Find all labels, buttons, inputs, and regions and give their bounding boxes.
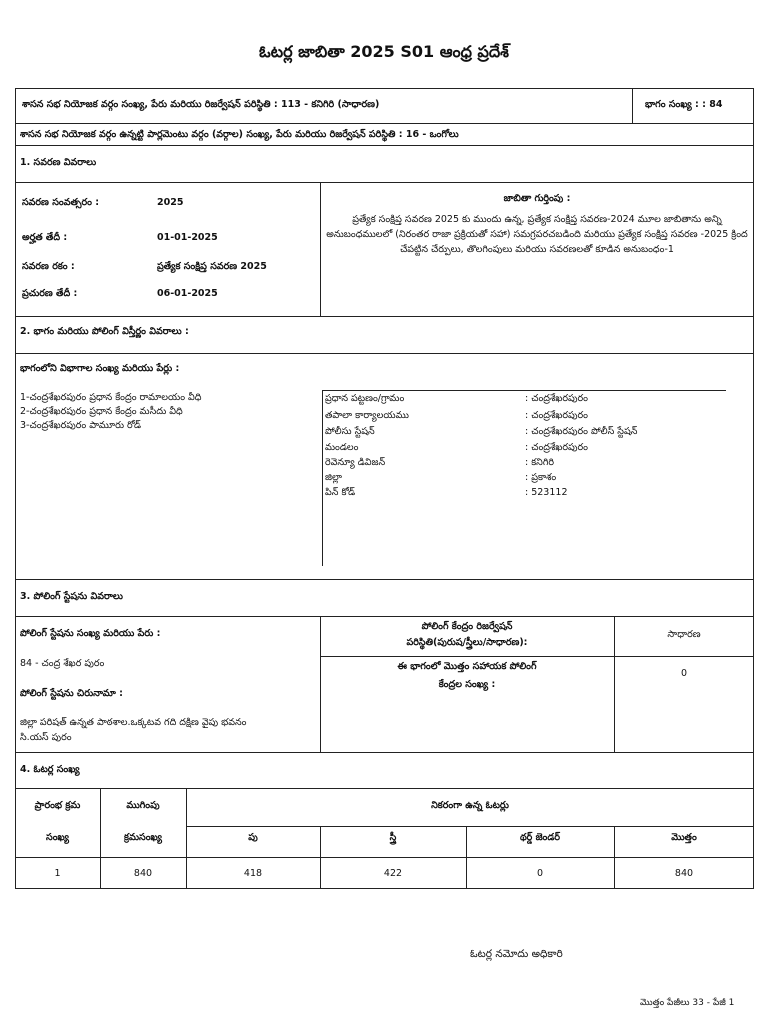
list-identity-text: ప్రత్యేక సంక్షిప్త సవరణ 2025 కు ముందు ఉన్న, ప్రత్యేక సంక్షిప్త సవరణ-2024 మూల జాబితాను అన్ని అనుబంధములలో (నిరంతర రాజా ప్రక్రియతో సహా) సమగ్రపరచబడింది మరియు ప్రత్యేక సంక్షిప్త సవరణ -2025 క్రింద చేపట్టిన చేర్పులు, తొలగింపులు మరియు సవరణలతో కూడిన అనుబంధం-1 [326, 214, 748, 255]
qualifying-date-value: 01-01-2025 [157, 232, 218, 243]
assembly-constituency: శాసన సభ నియోజక వర్గం సంఖ్య, పేరు మరియు రిజర్వేషన్ పరిస్థితి : 113 - కనిగిరి (సాధారణ) [22, 99, 380, 110]
police-station-label: పోలీసు స్టేషన్ [325, 426, 375, 437]
post-office-label: తపాలా కార్యాలయము [325, 410, 409, 421]
main-town-value: : చంద్రశేఖరపురం [525, 393, 588, 404]
part-number: భాగం సంఖ్య : : 84 [645, 99, 723, 110]
revenue-division-value: : కనిగిరి [525, 457, 555, 468]
reservation-label-2: పరిస్థితి(పురుష/స్త్రీలు/సాధారణ): [406, 637, 528, 648]
female-header: స్త్రీ [389, 832, 397, 843]
male-count: 418 [243, 868, 263, 879]
auxiliary-label-2: కేంద్రల సంఖ్య : [438, 679, 496, 690]
list-identity-title: జాబితా గుర్తింపు : [503, 193, 571, 204]
post-office-value: : చంద్రశేఖరపురం [525, 410, 588, 421]
third-gender-count: 0 [536, 868, 544, 879]
section1-heading: 1. సవరణ వివరాలు [20, 157, 97, 168]
revision-year-label: సవరణ సంవత్సరం : [22, 197, 100, 208]
parliament-constituency: శాసన సభ నియోజక వర్గం ఉన్నట్టి పార్లమెంటు వర్గం (వర్గాల) సంఖ్య, పేరు మరియు రిజర్వేషన్ పరిస్థితి : 16 - ఒంగోలు [20, 129, 459, 140]
section-name-1: 1-చంద్రశేఖరపురం ప్రధాన కేంద్రం రామాలయం వీధి [20, 392, 202, 403]
start-serial-header-2: సంఖ్య [46, 832, 69, 843]
publication-date-label: ప్రచురణ తేదీ : [22, 288, 78, 299]
polling-address-line2: సి.యస్ పురం [20, 732, 72, 743]
district-value: : ప్రకాశం [525, 472, 557, 483]
total-header: మొత్తం [671, 832, 697, 843]
district-label: జిల్లా [325, 472, 342, 483]
revenue-division-label: రెవెన్యూ డివిజన్ [325, 457, 386, 468]
male-header: పు [248, 832, 258, 843]
reservation-label-1: పోలింగ్ కేంద్రం రిజర్వేషన్ [421, 621, 513, 632]
start-serial-value: 1 [54, 868, 61, 879]
auxiliary-label-1: ఈ భాగంలో మొత్తం సహాయక పోలింగ్ [397, 661, 537, 672]
mandal-label: మండలం [325, 442, 359, 453]
end-serial-header-1: ముగింపు [126, 800, 160, 811]
auxiliary-value: 0 [680, 668, 688, 679]
polling-station-value: 84 - చంద్ర శేఖర పురం [20, 658, 105, 669]
reservation-value: సాధారణ [667, 629, 701, 640]
revision-year-value: 2025 [157, 197, 184, 208]
start-serial-header-1: ప్రారంభ క్రమ [34, 800, 81, 811]
electoral-officer: ఓటర్ల నమోదు అధికారి [470, 948, 563, 960]
polling-station-label: పోలింగ్ స్టేషను సంఖ్య మరియు పేరు : [20, 628, 161, 639]
section-name-2: 2-చంద్రశేఖరపురం ప్రధాన కేంద్రం మసీదు వీధి [20, 406, 183, 417]
third-gender-header: థర్డ్ జెండర్ [519, 832, 561, 843]
section-name-3: 3-చంద్రశేఖరపురం పామూరు రోడ్ [20, 420, 142, 431]
page-number: మొత్తం పేజీలు 33 - పేజీ 1 [640, 998, 735, 1008]
publication-date-value: 06-01-2025 [157, 288, 218, 299]
end-serial-header-2: క్రమసంఖ్య [124, 832, 162, 843]
police-station-value: : చంద్రశేఖరపురం పోలీస్ స్టేషన్ [525, 426, 638, 437]
section2-heading: 2. భాగం మరియు పోలింగ్ విస్తీర్ణం వివరాలు : [20, 326, 189, 337]
end-serial-value: 840 [133, 868, 153, 879]
section4-heading: 4. ఓటర్ల సంఖ్య [20, 764, 80, 775]
net-voters-header: నికరంగా ఉన్న ఓటర్లు [431, 800, 509, 811]
page-title: ఓటర్ల జాబితా 2025 S01 ఆంధ్ర ప్రదేశ్ [259, 42, 509, 61]
main-town-label: ప్రధాన పట్టణం/గ్రామం [325, 393, 405, 404]
female-count: 422 [383, 868, 403, 879]
mandal-value: : చంద్రశేఖరపురం [525, 442, 588, 453]
qualifying-date-label: అర్హత తేదీ : [22, 232, 68, 243]
section-names-heading: భాగంలోని విభాగాల సంఖ్య మరియు పేర్లు : [20, 363, 180, 374]
revision-type-label: సవరణ రకం : [22, 261, 75, 272]
polling-address-label: పోలింగ్ స్టేషను చిరునామా : [20, 688, 123, 699]
total-count: 840 [674, 868, 694, 879]
section2-table [15, 316, 754, 580]
revision-type-value: ప్రత్యేక సంక్షిప్త సవరణ 2025 [157, 261, 267, 272]
polling-address-line1: జిల్లా పరిషత్ ఉన్నత పాఠశాల.ఒక్కటవ గది దక్షిణ వైపు భవనం [20, 717, 247, 728]
pin-code-value: : 523112 [525, 487, 568, 498]
pin-code-label: పిన్ కోడ్ [325, 487, 356, 498]
section3-heading: 3. పోలింగ్ స్టేషను వివరాలు [20, 591, 123, 602]
section4-heading-box [15, 752, 754, 789]
